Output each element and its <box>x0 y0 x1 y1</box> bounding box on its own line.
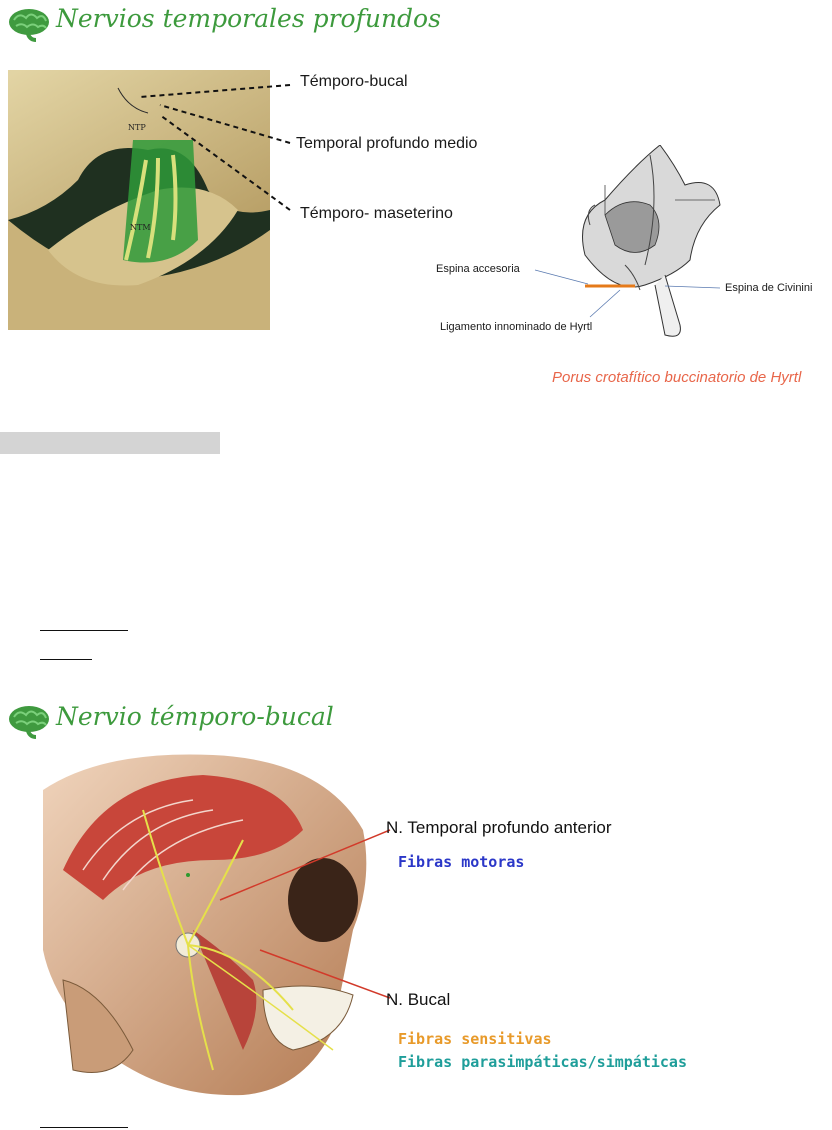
nerve-pointers <box>200 820 400 1010</box>
label-temporo-bucal: Témporo-bucal <box>300 73 408 90</box>
label-temporal-anterior: N. Temporal profundo anterior <box>386 818 612 837</box>
section-title: Nervios temporales profundos <box>56 4 441 33</box>
ntp-mark: NTP <box>128 123 146 132</box>
underline-mark <box>40 630 128 631</box>
label-temporal-profundo-medio: Temporal profundo medio <box>296 135 478 152</box>
label-fibras-motoras: Fibras motoras <box>398 853 525 871</box>
label-espina-civinini: Espina de Civinini <box>725 282 813 294</box>
underline-mark <box>40 1127 128 1128</box>
label-espina-accesoria: Espina accesoria <box>436 263 520 275</box>
underline-mark <box>40 659 92 660</box>
label-fibras-parasimpaticas: Fibras parasimpáticas/simpáticas <box>398 1053 687 1071</box>
label-pointers <box>100 75 300 225</box>
redacted-text-block <box>0 432 220 454</box>
label-bucal: N. Bucal <box>386 990 451 1009</box>
figure-caption: Porus crotafítico buccinatorio de Hyrtl <box>552 369 802 386</box>
section-title: Nervio témporo-bucal <box>56 702 334 731</box>
label-ligamento: Ligamento innominado de Hyrtl <box>440 321 593 333</box>
label-temporo-maseterino: Témporo- maseterino <box>300 205 453 222</box>
label-fibras-sensitivas: Fibras sensitivas <box>398 1030 552 1048</box>
brain-icon <box>6 703 52 744</box>
ntm-mark: NTM <box>130 223 151 232</box>
brain-icon <box>6 6 52 47</box>
